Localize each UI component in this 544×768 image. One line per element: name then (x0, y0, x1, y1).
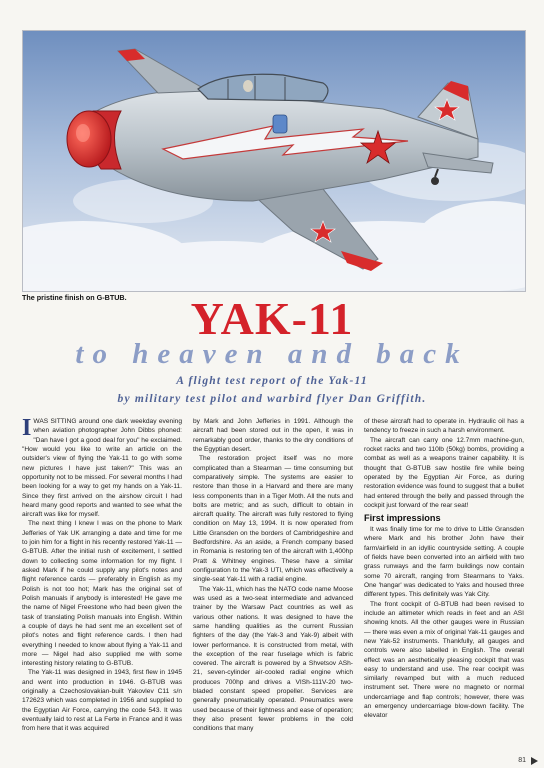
paragraph: It was finally time for me to drive to Little Gransden where Mark and his brother John have their farm/airfield in an idyllic countryside setting. A couple of fields have been converted into an airfield with two grass runways and the farm buildings now contain some 70 aircraft, ranging from Stearmans to Yaks. One 'hangar' was dedicated to Yaks and housed three different types. This definitely was Yak City. (364, 526, 524, 599)
drop-cap: I (22, 415, 32, 441)
paragraph: by Mark and John Jefferies in 1991. Although the aircraft had been stored out in the open, it was in remarkably good order, thanks to the dry conditions of the Egyptian desert. (193, 418, 353, 453)
paragraph: IWAS SITTING around one dark weekday evening when aviation photographer John Dibbs phoned: "Dan have I got a good deal for you" he exclaimed. "How would you like to write an article on the outsider's view of flying the Yak-11 to go with some new pictures I have just taken?" This was an opportunity not to be missed. For several months I had been looking for a way to get my hands on a Yak-11. Since they first arrived on the airshow circuit I had heard many good reports and wanted to see what the aircraft was like for myself. (22, 415, 182, 519)
paragraph: The Yak-11, which has the NATO code name Moose was used as a two-seat intermediate and advanced trainer by the Warsaw Pact countries as well as various other nations. It was designed to have the same handling qualities as the current Russian fighters of the day (the Yak-3 and Yak-9) albeit with lower performance. It is constructed from metal, with the exception of the rear fuselage which is fabric covered. The aircraft is powered by a Shvetsov ASh-21, seven-cylinder air-cooled radial engine which produces 700hp and drives a VISh-111V-20 two-bladed constant speed propeller. Services are generally pneumatically operated. Pneumatics were used because of their lightness and ease of operation; they also present fewer problems in the cold conditions that many (193, 585, 353, 733)
tail-wheel (431, 177, 439, 185)
text-column-2 (193, 417, 353, 734)
paragraph: The Yak-11 was designed in 1943, first flew in 1945 and went into production in 1946. G-BTUB was originally a Czechoslovakian-built Yakovlev C11 s/n 172623 which was completed in 1956 and supplied to the Egyptian Air Force, carrying the code 543. It was eventually laid to rest at La Ferte in France and it was from here that it was acquired (22, 669, 182, 733)
section-heading: First impressions (364, 513, 441, 524)
photo-caption: The pristine finish on G-BTUB. (22, 293, 127, 302)
paragraph: The aircraft can carry one 12.7mm machine-gun, rocket racks and two 110lb (50kg) bombs, providing a combat as well as a weapons trainer capability. It is thought that G-BTUB saw hostile fire while being operated by the Egyptian Air Force, as during restoration evidence was found to suggest that a bullet had entered through the belly and passed through the cockpit just forward of the rear seat! (364, 436, 524, 509)
byline-line-2: by military test pilot and warbird flyer Dan Griffith. (117, 393, 427, 405)
paragraph: of these aircraft had to operate in. Hydraulic oil has a tendency to freeze in such a harsh environment. (364, 418, 524, 435)
article-title: YAK-11 (190, 293, 354, 344)
aircraft-photo (22, 30, 526, 292)
text-column-3 (364, 417, 524, 721)
paragraph: The restoration project itself was no more complicated than a Stearman — time consuming but comparatively simple. The systems are easier to restore than those in a Harvard and there are many less components than in a Tiger Moth. All the nuts and bolts are metric; and as such, difficult to obtain in aircraft quality. The aircraft was fully restored to flying condition on May 13, 1994. It is now operated from Little Gransden on the borders of Cambridgeshire and Bedfordshire. As an aside, a French company based in Romania is restoring ten of the aircraft with 1,400hp Pratt & Whitney engines. These have a similar configuration to the Yak-3 UTI, which was effectively a single-seat Yak-11 with a radial engine. (193, 455, 353, 584)
page-number: 81 (518, 757, 526, 764)
squadron-badge (273, 115, 287, 133)
article-subtitle: to heaven and back (75, 338, 469, 370)
paragraph: The next thing I knew I was on the phone to Mark Jefferies of Yak UK arranging a date and time for me to join him for a flight in his recently restored Yak-11 — G-BTUB. After the initial rush of excitement, I settled down to collecting some information for my flight. I asked Mark if he could supply any pilot's notes and flight reference cards — preferably in English as my Polish is not too hot; Mark has the original set of Polish manuals if anybody is interested! He gave me the name of Nigel Freestone who had been given the task of translating Polish manuals into English. Within a couple of days he had sent me an excellent set of pilot's notes and flight reference cards. I then had everything I needed to know about flying a Yak-11 and more — Nigel had also supplied me with some interesting history relating to G-BTUB. (22, 520, 182, 668)
byline-line-1: A flight test report of the Yak-11 (176, 375, 368, 387)
spinner (67, 111, 111, 167)
yak11-illustration (23, 31, 525, 291)
paragraph: The front cockpit of G-BTUB had been revised to include an altimeter which reads in feet and an ASI showing knots. All the other gauges were in Russian — there was even a mix of original Yak-11 gauges and new Yak-52 instruments. Thankfully, all gauges and controls were also labelled in English. The overall effect was an aesthetically pleasing cockpit that was easy to understand and use. The rear cockpit was similarly revamped but with a much reduced instrument set. There were no magneto or normal undercarriage and flap controls; however, there was an emergency undercarriage blow-down facility. The elevator (364, 600, 524, 720)
page-arrow-icon (531, 757, 538, 765)
pilot-helmet (243, 80, 253, 92)
text-column-1 (22, 417, 182, 734)
